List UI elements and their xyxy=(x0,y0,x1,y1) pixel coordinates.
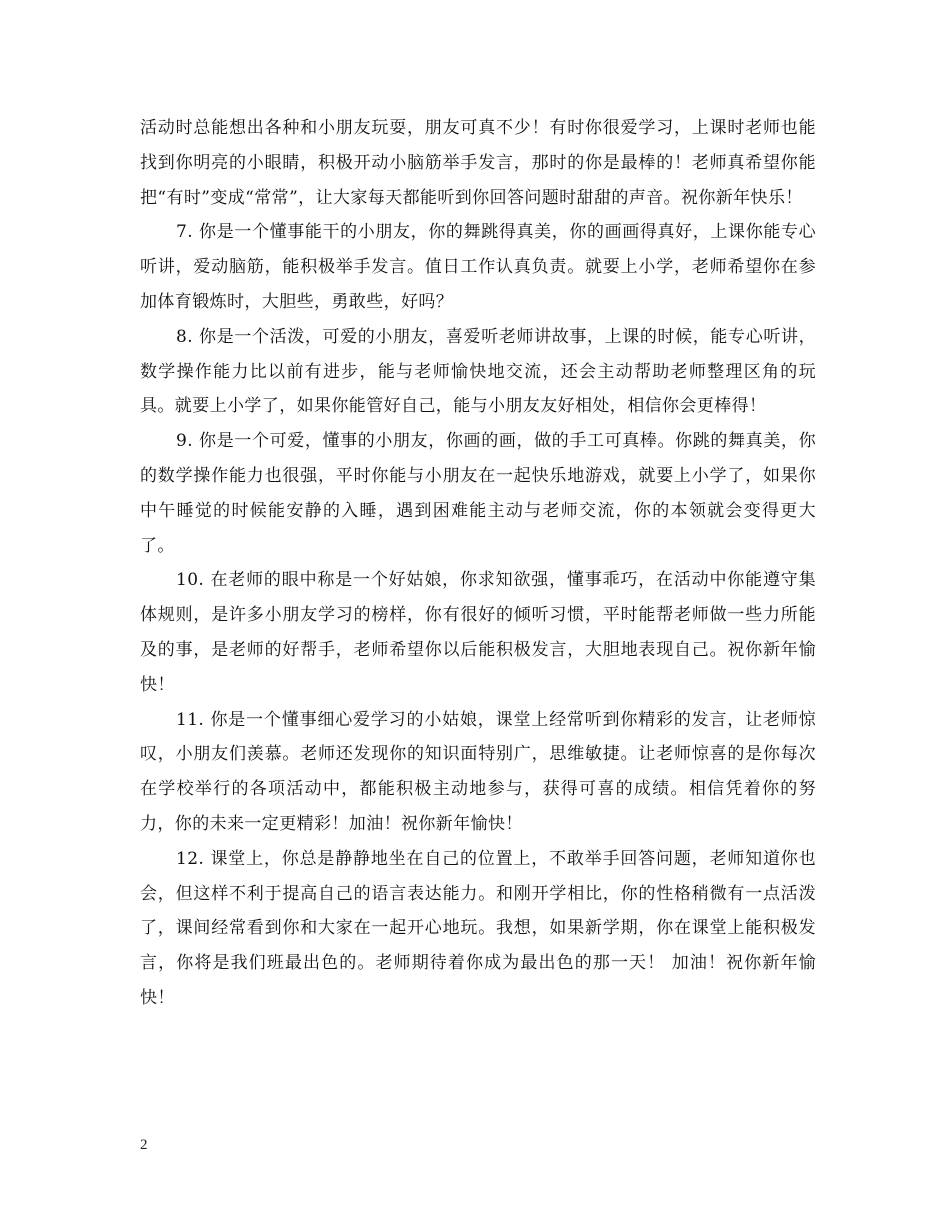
paragraph-item-12: 12. 课堂上，你总是静静地坐在自己的位置上，不敢举手回答问题，老师知道你也会，但这样不利于提高自己的语言表达能力。和刚开学相比，你的性格稍微有一点活泼了，课间经常看到你和大家在一起开心地玩。我想，如果新学期，你在课堂上能积极发言，你将是我们班最出色的。老师期待着你成为最出色的那一天！ 加油！祝你新年愉快！ xyxy=(140,848,816,1008)
page-number: 2 xyxy=(140,1137,148,1153)
paragraph-continued: 活动时总能想出各种和小朋友玩耍，朋友可真不少！有时你很爱学习，上课时老师也能找到你明亮的小眼睛，积极开动小脑筋举手发言，那时的你是最棒的！老师真希望你能把“有时”变成“常常”，让大家每天都能听到你回答问题时甜甜的声音。祝你新年快乐！ xyxy=(140,118,816,208)
document-body xyxy=(140,111,816,1016)
paragraph-item-11: 11. 你是一个懂事细心爱学习的小姑娘，课堂上经常听到你精彩的发言，让老师惊叹，小朋友们羡慕。老师还发现你的知识面特别广，思维敏捷。让老师惊喜的是你每次在学校举行的各项活动中，都能积极主动地参与，获得可喜的成绩。相信凭着你的努力，你的未来一定更精彩！加油！祝你新年愉快！ xyxy=(140,709,816,834)
paragraph-item-7: 7. 你是一个懂事能干的小朋友，你的舞跳得真美，你的画画得真好，上课你能专心听讲，爱动脑筋，能积极举手发言。值日工作认真负责。就要上小学，老师希望你在参加体育锻炼时，大胆些，勇敢些，好吗？ xyxy=(140,222,816,312)
paragraph-item-9: 9. 你是一个可爱，懂事的小朋友，你画的画，做的手工可真棒。你跳的舞真美，你的数学操作能力也很强，平时你能与小朋友在一起快乐地游戏，就要上小学了，如果你中午睡觉的时候能安静的入睡，遇到困难能主动与老师交流，你的本领就会变得更大了。 xyxy=(140,431,816,556)
paragraph-item-8: 8. 你是一个活泼，可爱的小朋友，喜爱听老师讲故事，上课的时候，能专心听讲，数学操作能力比以前有进步，能与老师愉快地交流，还会主动帮助老师整理区角的玩具。就要上小学了，如果你能管好自己，能与小朋友友好相处，相信你会更棒得！ xyxy=(140,326,816,417)
paragraph-item-10: 10. 在老师的眼中称是一个好姑娘，你求知欲强，懂事乖巧，在活动中你能遵守集体规则，是许多小朋友学习的榜样，你有很好的倾听习惯，平时能帮老师做一些力所能及的事，是老师的好帮手，老师希望你以后能积极发言，大胆地表现自己。祝你新年愉快！ xyxy=(140,570,816,695)
